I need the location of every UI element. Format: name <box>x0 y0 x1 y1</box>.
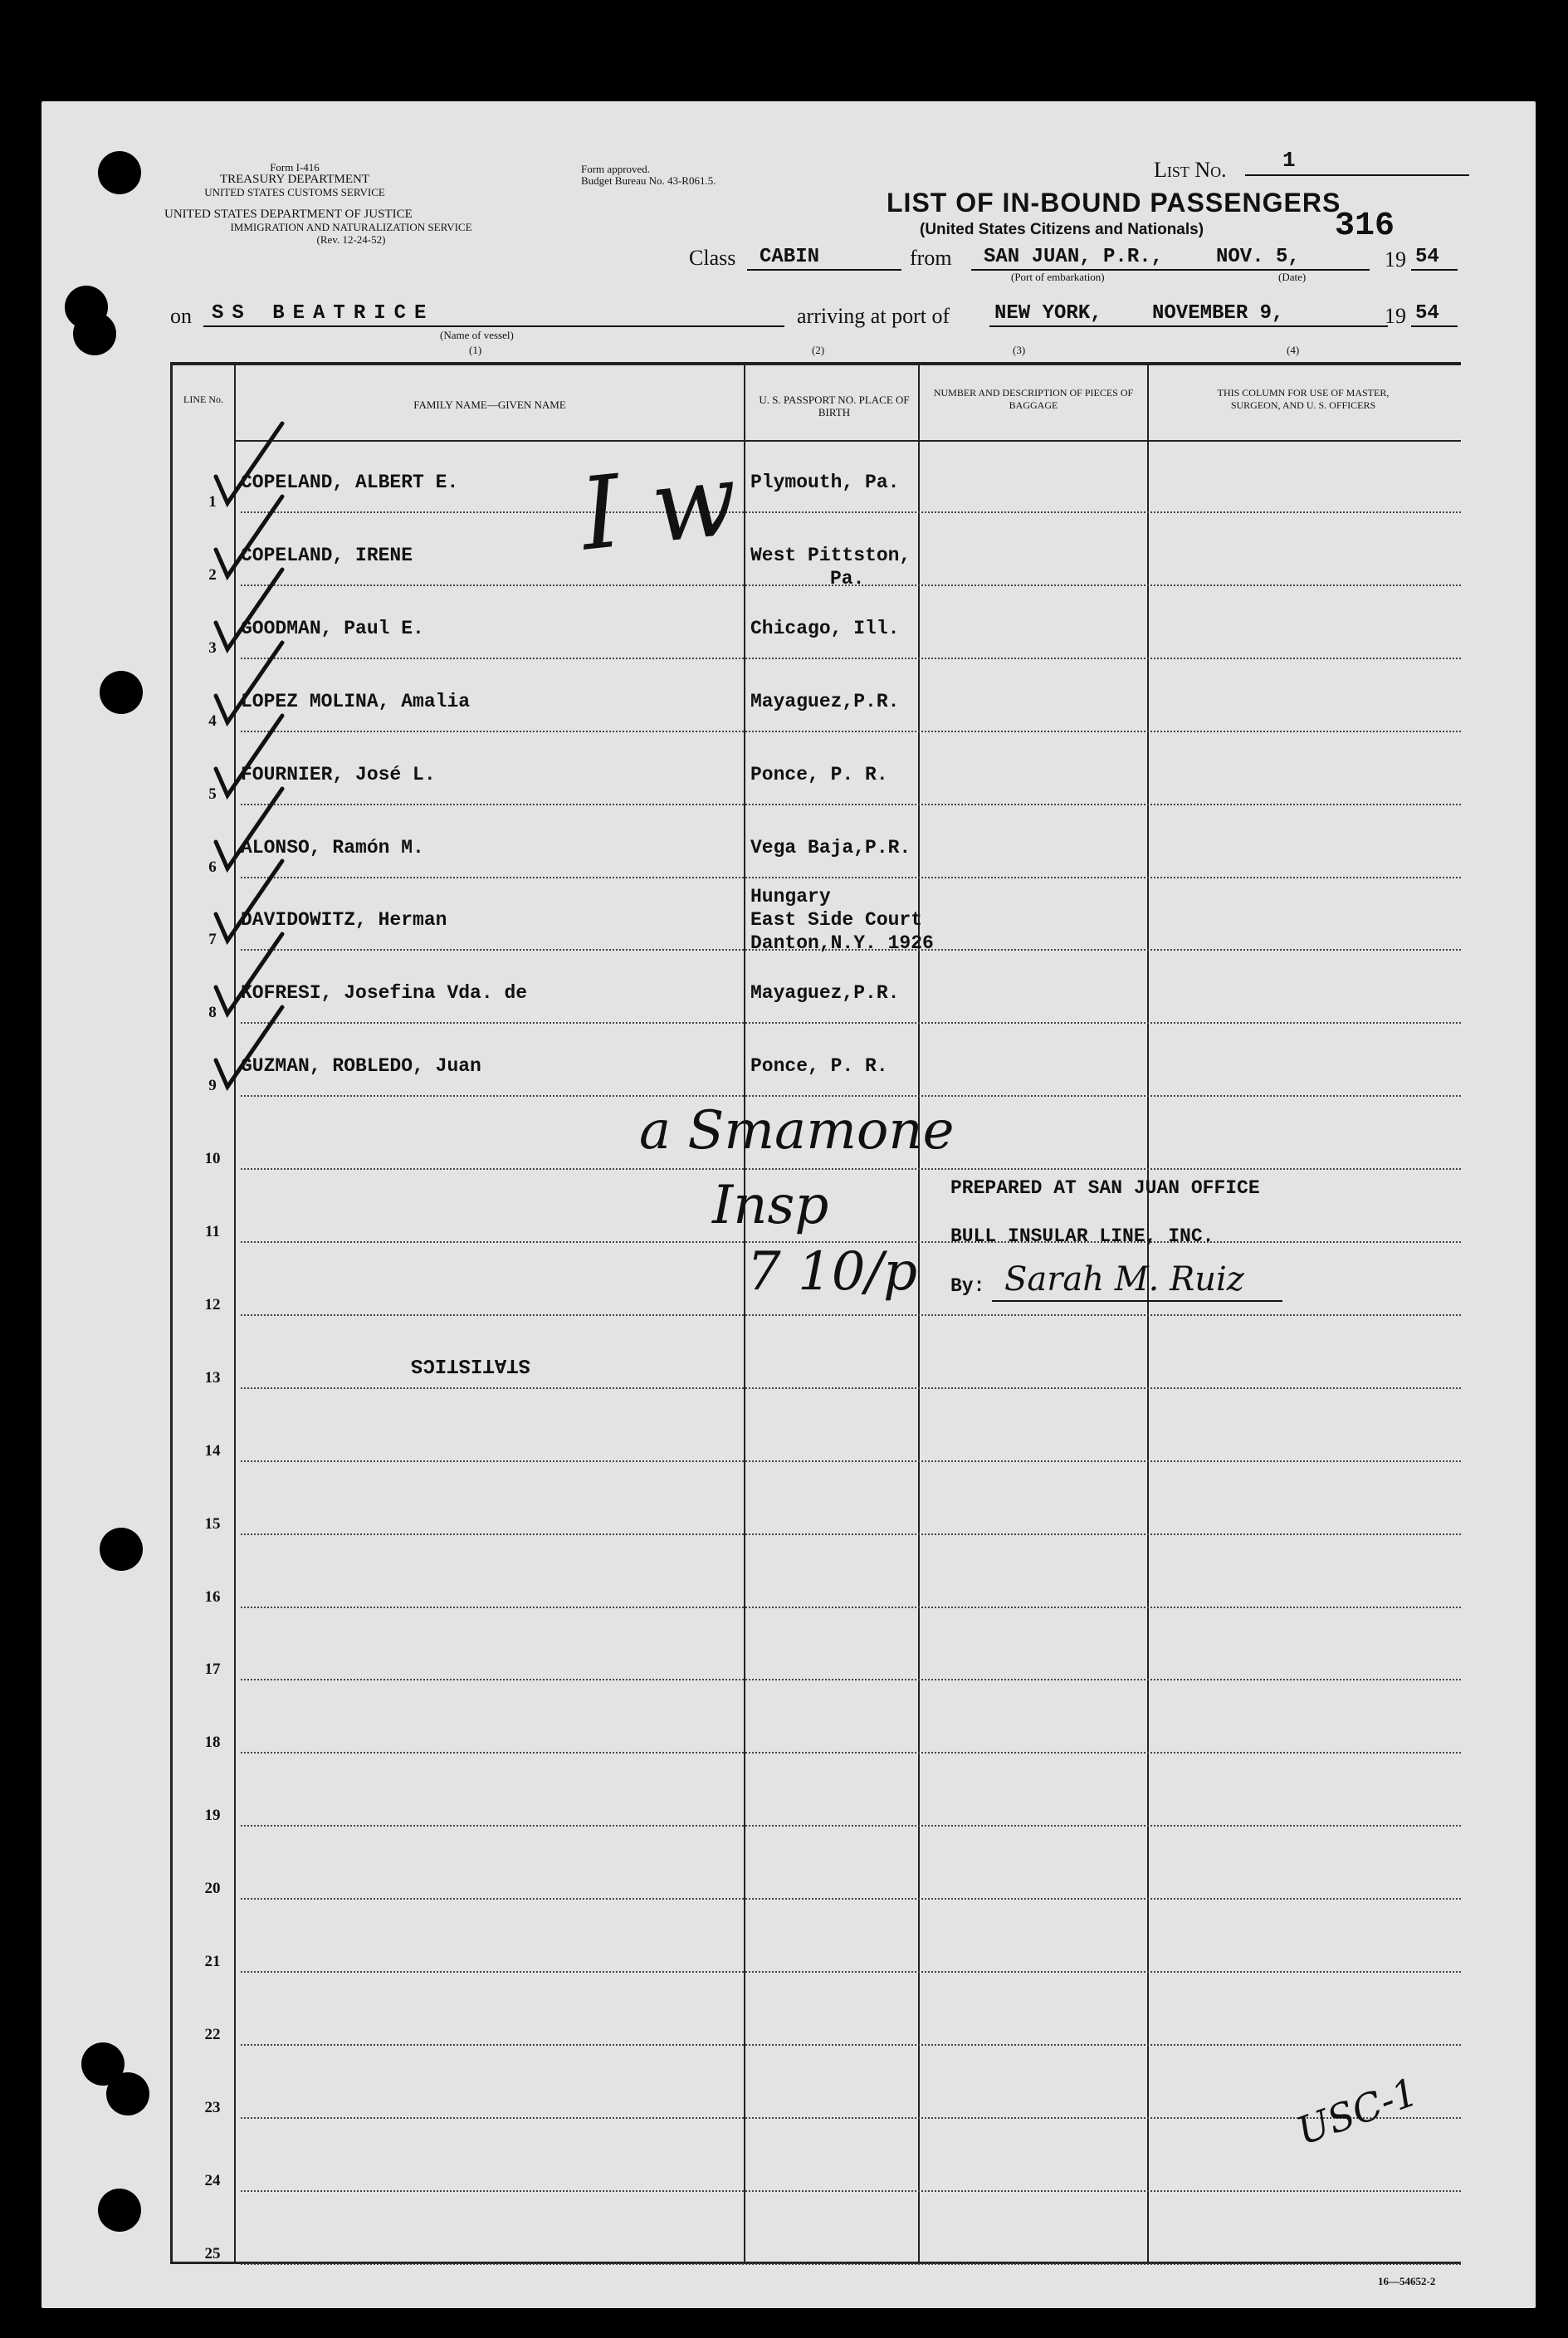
column-header-officers: THIS COLUMN FOR USE OF MASTER, SURGEON, AND U. S. OFFICERS <box>1217 387 1390 411</box>
customs-service: UNITED STATES CUSTOMS SERVICE <box>204 186 385 198</box>
row-rule <box>241 1095 1461 1097</box>
list-no-underline <box>1245 174 1469 176</box>
line-number: 11 <box>205 1223 220 1240</box>
row-rule <box>241 511 1461 513</box>
year-suffix: 54 <box>1415 246 1439 268</box>
line-number: 8 <box>208 1004 217 1022</box>
row-rule <box>241 1022 1461 1024</box>
class-label: Class <box>689 246 736 270</box>
column-header-line-no: LINE No. <box>183 394 223 405</box>
line-number: 18 <box>204 1734 221 1752</box>
year-underline <box>1411 269 1458 271</box>
row-rule <box>241 1607 1461 1608</box>
line-number: 13 <box>204 1368 221 1387</box>
check-mark-stroke <box>216 1007 282 1087</box>
place-of-birth: Vega Baja,P.R. <box>750 836 911 858</box>
row-rule <box>241 877 1461 878</box>
line-number: 12 <box>204 1295 221 1313</box>
form-approved: Form approved. <box>581 163 651 175</box>
column-number: (1) <box>469 344 482 356</box>
signature: Sarah M. Ruiz <box>1004 1260 1244 1299</box>
revision-date: (Rev. 12-24-52) <box>316 233 386 246</box>
row-rule <box>241 1314 1461 1316</box>
department-of-justice: UNITED STATES DEPARTMENT OF JUSTICE <box>164 208 413 221</box>
shipping-line: BULL INSULAR LINE, INC. <box>950 1225 1214 1247</box>
passenger-name: COPELAND, ALBERT E. <box>241 472 459 493</box>
line-number: 17 <box>204 1661 221 1679</box>
arrival-underline <box>989 325 1388 327</box>
check-mark-stroke <box>216 716 282 795</box>
check-mark-stroke <box>216 570 282 649</box>
inspector-signature: a Smamone <box>639 1100 955 1162</box>
binder-hole <box>73 312 116 355</box>
line-number: 7 <box>208 931 217 949</box>
row-rule <box>241 2044 1461 2046</box>
by-label: By: <box>950 1275 985 1297</box>
line-number: 21 <box>204 1953 221 1970</box>
place-of-birth: Danton,N.Y. 1926 <box>750 932 934 955</box>
line-number: 23 <box>204 2098 221 2116</box>
check-mark-stroke <box>216 423 282 503</box>
corner-annotation: USC-1 <box>1291 2068 1424 2155</box>
line-number: 4 <box>208 712 217 730</box>
treasury-department: TREASURY DEPARTMENT <box>219 173 370 186</box>
check-mark-icon <box>199 1004 291 1095</box>
line-number: 20 <box>204 1880 221 1898</box>
arriving-label: arriving at port of <box>797 304 950 328</box>
line-number: 6 <box>208 858 217 876</box>
check-mark-stroke <box>216 934 282 1014</box>
check-mark-stroke <box>216 789 282 868</box>
column-number: (3) <box>1013 344 1026 356</box>
binder-hole <box>100 1528 143 1571</box>
row-rule <box>241 1460 1461 1462</box>
date-caption: (Date) <box>1278 271 1307 283</box>
line-number: 2 <box>208 565 217 584</box>
budget-bureau: Budget Bureau No. 43-R061.5. <box>581 174 716 187</box>
on-label: on <box>170 304 192 328</box>
list-no-label: List No. <box>1154 158 1227 182</box>
line-number: 19 <box>204 1807 221 1825</box>
embark-date: NOV. 5, <box>1216 246 1300 268</box>
arrival-date: NOVEMBER 9, <box>1152 302 1284 325</box>
footer-code: 16—54652-2 <box>1378 2275 1436 2287</box>
place-of-birth: Hungary <box>750 886 831 908</box>
line-number: 15 <box>204 1514 221 1533</box>
passenger-name: GUZMAN, ROBLEDO, Juan <box>241 1055 481 1078</box>
arrival-port: NEW YORK, <box>994 302 1102 325</box>
line-number: 9 <box>208 1077 217 1095</box>
year-prefix: 19 <box>1385 304 1406 328</box>
line-number: 22 <box>204 2025 221 2043</box>
binder-hole <box>106 2072 149 2115</box>
passenger-name: COPELAND, IRENE <box>241 544 413 566</box>
row-rule <box>241 1752 1461 1754</box>
row-rule <box>241 731 1461 732</box>
from-label: from <box>910 246 952 270</box>
place-of-birth: Ponce, P. R. <box>750 763 888 785</box>
place-of-birth: Mayaguez,P.R. <box>750 982 900 1005</box>
passenger-name: GOODMAN, Paul E. <box>241 617 424 639</box>
row-rule <box>241 1898 1461 1900</box>
passenger-name: LOPEZ MOLINA, Amalia <box>241 690 471 712</box>
place-of-birth: Ponce, P. R. <box>750 1055 888 1078</box>
inspector-mark: Insp <box>712 1175 829 1236</box>
form-number: Form I-416 <box>270 161 320 174</box>
year-prefix: 19 <box>1385 247 1406 271</box>
row-rule <box>241 1679 1461 1680</box>
row-rule <box>241 1971 1461 1973</box>
binder-hole <box>98 151 141 194</box>
row-rule <box>241 1387 1461 1389</box>
signature-line <box>992 1300 1282 1302</box>
line-number: 14 <box>204 1441 221 1460</box>
passenger-name: DAVIDOWITZ, Herman <box>241 909 447 932</box>
line-number: 5 <box>208 785 217 803</box>
passenger-name: KOFRESI, Josefina Vda. de <box>241 982 528 1005</box>
class-value: CABIN <box>760 246 820 268</box>
line-number: 3 <box>208 638 217 657</box>
line-number: 24 <box>204 2171 221 2189</box>
place-of-birth: Plymouth, Pa. <box>750 472 900 493</box>
vessel-caption: (Name of vessel) <box>440 329 514 341</box>
check-mark-stroke <box>216 861 282 941</box>
column-header-name: FAMILY NAME—GIVEN NAME <box>413 399 566 411</box>
row-rule <box>241 804 1461 805</box>
place-of-birth: Pa. <box>830 567 865 589</box>
check-mark-stroke <box>216 496 282 576</box>
embark-caption: (Port of embarkation) <box>1011 271 1105 283</box>
place-of-birth: Mayaguez,P.R. <box>750 690 900 712</box>
column-number: (4) <box>1287 344 1300 356</box>
port-of-embarkation: SAN JUAN, P.R., <box>984 246 1164 268</box>
year-suffix: 54 <box>1415 302 1439 325</box>
row-rule <box>241 2190 1461 2192</box>
handwritten-initials: I w <box>575 442 743 574</box>
place-of-birth: Chicago, Ill. <box>750 617 900 639</box>
prepared-office: PREPARED AT SAN JUAN OFFICE <box>950 1177 1260 1199</box>
place-of-birth: West Pittston, <box>750 544 911 566</box>
passenger-name: FOURNIER, José L. <box>241 763 436 785</box>
stamped-number: 316 <box>1335 208 1395 245</box>
page-subtitle: (United States Citizens and Nationals) <box>920 221 1204 238</box>
line-number: 25 <box>204 2244 221 2262</box>
statistics-stamp: STATISTICS <box>411 1353 531 1376</box>
handwritten-reference: 7 10/p <box>747 1241 918 1303</box>
vessel-name: SS BEATRICE <box>212 302 435 325</box>
line-number: 10 <box>204 1150 221 1168</box>
row-rule <box>241 1168 1461 1170</box>
line-number: 16 <box>204 1587 221 1606</box>
ins-label: IMMIGRATION AND NATURALIZATION SERVICE <box>230 221 472 233</box>
column-header-passport: U. S. PASSPORT NO. PLACE OF BIRTH <box>759 394 910 418</box>
class-underline <box>747 269 901 271</box>
header-divider <box>234 440 1461 442</box>
passenger-name: ALONSO, Ramón M. <box>241 836 424 858</box>
column-number: (2) <box>812 344 825 356</box>
page-title: LIST OF IN-BOUND PASSENGERS <box>887 188 1341 218</box>
vessel-underline <box>203 325 784 327</box>
binder-hole <box>98 2189 141 2232</box>
list-no-value: 1 <box>1282 148 1296 173</box>
table-border-top <box>170 362 1461 365</box>
row-rule <box>241 658 1461 659</box>
check-mark-stroke <box>216 643 282 722</box>
binder-hole <box>100 671 143 714</box>
year-underline <box>1411 325 1458 327</box>
table-border-left <box>170 362 173 2263</box>
row-rule <box>241 1825 1461 1827</box>
row-rule <box>241 2117 1461 2119</box>
row-rule <box>241 1533 1461 1535</box>
line-number: 1 <box>208 493 217 511</box>
row-rule <box>241 2263 1461 2265</box>
place-of-birth: East Side Court <box>750 909 923 932</box>
column-header-baggage: NUMBER AND DESCRIPTION OF PIECES OF BAGGAGE <box>933 387 1134 411</box>
